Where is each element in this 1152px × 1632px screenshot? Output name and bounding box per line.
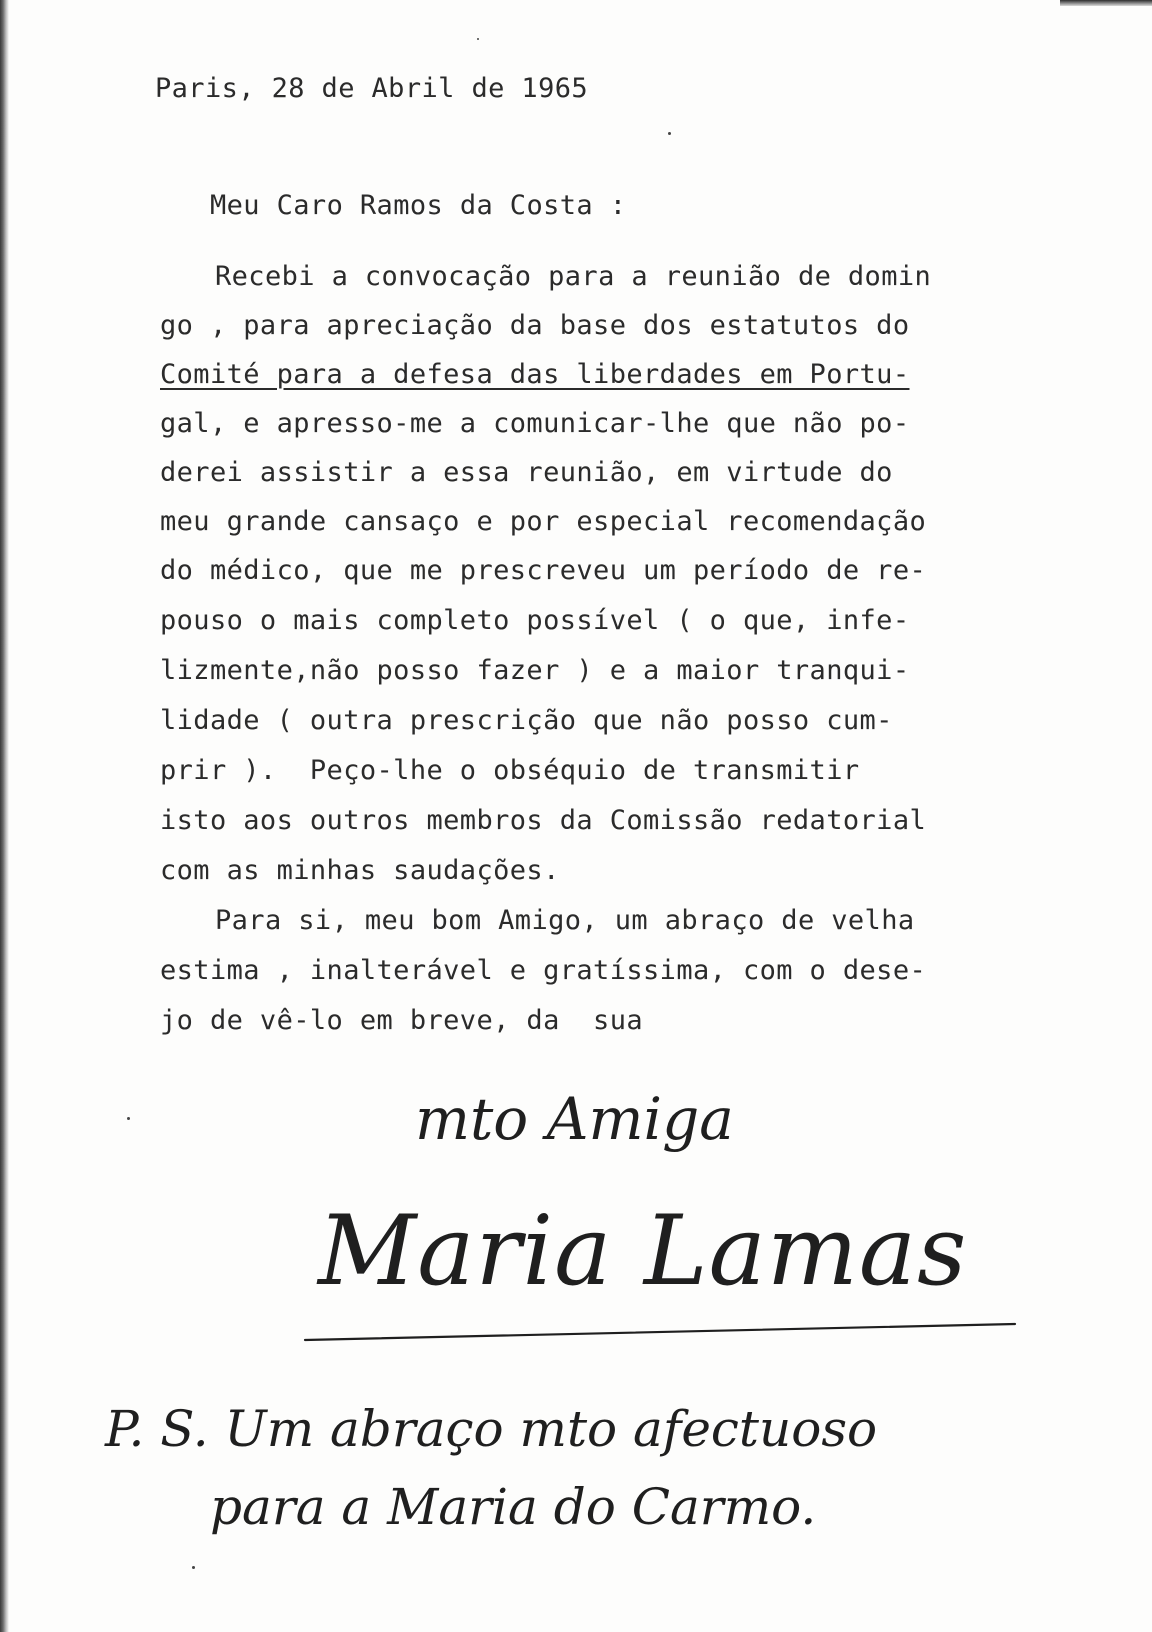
handwritten-closing: mto Amiga bbox=[415, 1085, 734, 1153]
body-line: meu grande cansaço e por especial recomendação bbox=[160, 506, 927, 537]
scan-speck bbox=[668, 132, 671, 135]
signature: Maria Lamas bbox=[318, 1195, 968, 1307]
signature-underline bbox=[300, 1318, 1020, 1348]
closing-line: jo de vê-lo em breve, da sua bbox=[160, 1005, 644, 1036]
body-line: go , para apreciação da base dos estatutos do bbox=[160, 310, 910, 341]
body-line: derei assistir a essa reunião, em virtude do bbox=[160, 457, 893, 488]
scan-speck bbox=[477, 38, 479, 40]
body-line: isto aos outros membros da Comissão redatorial bbox=[160, 805, 927, 836]
postscript-line: P. S. Um abraço mto afectuoso bbox=[105, 1400, 878, 1458]
scan-edge-top bbox=[1060, 0, 1152, 6]
dateline: Paris, 28 de Abril de 1965 bbox=[155, 73, 589, 104]
body-line: lizmente,não posso fazer ) e a maior tranqui- bbox=[160, 655, 910, 686]
scan-speck bbox=[127, 1117, 130, 1120]
salutation: Meu Caro Ramos da Costa : bbox=[210, 190, 627, 221]
scan-speck bbox=[192, 1566, 195, 1569]
closing-line: Para si, meu bom Amigo, um abraço de velha bbox=[215, 905, 915, 936]
body-line: gal, e apresso-me a comunicar-lhe que não po- bbox=[160, 408, 910, 439]
body-line: lidade ( outra prescrição que não posso cum- bbox=[160, 705, 893, 736]
body-line: Recebi a convocação para a reunião de domin bbox=[215, 261, 932, 292]
body-line-underlined: Comité para a defesa das liberdades em Portu- bbox=[160, 359, 910, 390]
body-line: com as minhas saudações. bbox=[160, 855, 560, 886]
body-line: prir ). Peço-lhe o obséquio de transmitir bbox=[160, 755, 860, 786]
closing-line: estima , inalterável e gratíssima, com o dese- bbox=[160, 955, 927, 986]
scan-edge-left bbox=[0, 0, 9, 1632]
body-line: do médico, que me prescreveu um período de re- bbox=[160, 555, 927, 586]
body-line: pouso o mais completo possível ( o que, infe- bbox=[160, 605, 910, 636]
postscript-line: para a Maria do Carmo. bbox=[210, 1478, 817, 1536]
